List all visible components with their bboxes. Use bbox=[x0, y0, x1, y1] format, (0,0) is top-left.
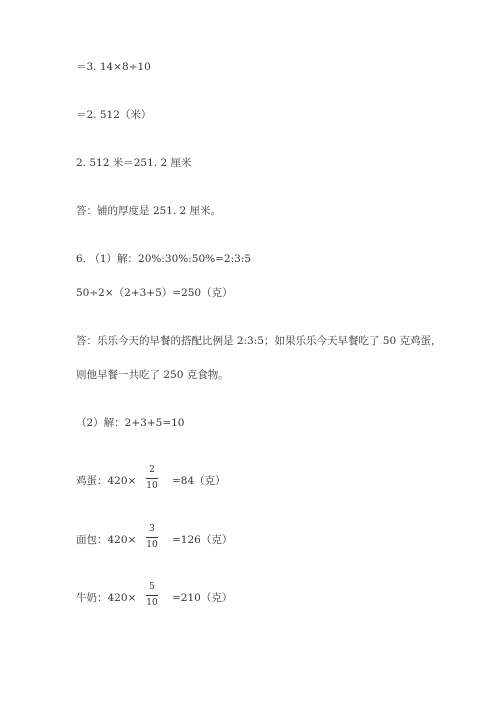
fraction-row-prefix: 牛奶：420× bbox=[76, 592, 137, 604]
line-6: 50÷2×（2+3+5）=250（克） bbox=[76, 287, 233, 299]
fraction-row-prefix: 鸡蛋：420× bbox=[76, 475, 137, 487]
line-7: 答：乐乐今天的早餐的搭配比例是 2:3:5；如果乐乐今天早餐吃了 50 克鸡蛋， bbox=[76, 335, 442, 347]
fraction-row-prefix: 面包：420× bbox=[76, 534, 137, 546]
fraction-bar bbox=[146, 478, 158, 479]
fraction-row-suffix: =126（克） bbox=[172, 534, 233, 546]
fraction-bar bbox=[146, 537, 158, 538]
fraction bbox=[146, 524, 158, 551]
line-1: ＝3. 14×8÷10 bbox=[76, 61, 151, 73]
denominator: 10 bbox=[146, 540, 158, 550]
line-4: 答：铺的厚度是 251. 2 厘米。 bbox=[76, 205, 222, 217]
denominator: 10 bbox=[146, 481, 158, 491]
fraction-bar bbox=[146, 595, 158, 596]
fraction-row-suffix: =84（克） bbox=[172, 475, 226, 487]
numerator: 2 bbox=[149, 465, 155, 475]
fraction bbox=[146, 465, 158, 492]
line-9: （2）解：2+3+5=10 bbox=[76, 417, 185, 429]
fraction bbox=[146, 582, 158, 609]
line-2: ＝2. 512（米） bbox=[76, 109, 152, 121]
fraction-row-suffix: =210（克） bbox=[172, 592, 233, 604]
numerator: 5 bbox=[149, 582, 155, 592]
line-5: 6. （1）解：20%:30%:50%=2:3:5 bbox=[76, 253, 252, 265]
numerator: 3 bbox=[149, 524, 155, 534]
denominator: 10 bbox=[146, 598, 158, 608]
line-3: 2. 512 米＝251. 2 厘米 bbox=[76, 157, 192, 169]
line-8: 则他早餐一共吃了 250 克食物。 bbox=[76, 369, 229, 381]
